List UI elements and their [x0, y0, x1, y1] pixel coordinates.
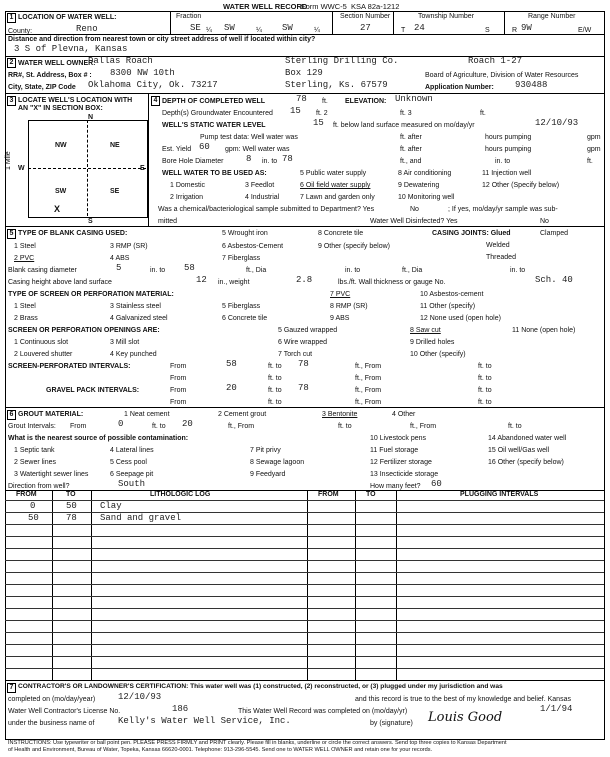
log-rule-line: [5, 536, 604, 537]
openings-label: SCREEN OR PERFORATION OPENINGS ARE:: [8, 327, 160, 334]
casing-type[interactable]: 6 Asbestos-Cement: [222, 243, 284, 250]
contam-option[interactable]: 2 Sewer lines: [14, 459, 57, 466]
perf-from3: ft., From: [355, 375, 382, 382]
joints-welded[interactable]: Welded: [486, 242, 510, 249]
county-label: County:: [8, 28, 33, 35]
screen-type[interactable]: 1 Steel: [14, 303, 36, 310]
screen-type[interactable]: 11 Other (specify): [420, 303, 476, 310]
opening-option[interactable]: 4 Key punched: [110, 351, 157, 358]
gravel-label: GRAVEL PACK INTERVALS:: [46, 387, 140, 394]
opening-option[interactable]: 7 Torch cut: [278, 351, 313, 358]
use-option[interactable]: 1 Domestic: [170, 182, 206, 189]
casing-type[interactable]: 9 Other (specify below): [318, 243, 390, 250]
fraction-q2[interactable]: SW: [224, 23, 235, 33]
section-1-number: 1: [7, 13, 16, 23]
business-name[interactable]: Kelly's Water Well Service, Inc.: [118, 716, 291, 726]
use-label: WELL WATER TO BE USED AS:: [162, 170, 267, 177]
chem-tail: ; If yes, mo/day/yr sample was sub-: [448, 206, 558, 213]
south-label: S: [88, 218, 93, 225]
screen-type[interactable]: 3 Stainless steel: [110, 303, 161, 310]
section-7-number: 7: [7, 683, 16, 693]
quarter-mark: ¼: [256, 27, 262, 34]
casing-in2: in. to: [345, 267, 361, 274]
log-from-header-2: FROM: [318, 491, 339, 498]
bore-ft: ft.: [587, 158, 593, 165]
north-label: N: [88, 114, 94, 121]
opening-option[interactable]: 9 Drilled holes: [410, 339, 455, 346]
height-label: Casing height above land surface: [8, 279, 112, 286]
gravel-to2: ft. to: [478, 387, 492, 394]
gravel-from[interactable]: 20: [226, 383, 237, 393]
log-rule-line: [5, 656, 604, 657]
contam-option[interactable]: 16 Other (specify below): [488, 459, 564, 466]
log-from-header: FROM: [16, 491, 37, 498]
perf-from-label-2: From: [170, 375, 187, 382]
screen-type[interactable]: 4 Galvanized steel: [110, 315, 168, 322]
use-option[interactable]: 4 Industrial: [245, 194, 280, 201]
log-rule-line: [5, 524, 604, 525]
direction-value[interactable]: South: [118, 479, 146, 489]
location-label: LOCATION OF WATER WELL:: [18, 14, 117, 21]
use-option[interactable]: 11 Injection well: [482, 170, 532, 177]
fraction-q1[interactable]: SE: [190, 23, 201, 33]
signature-label: by (signature): [370, 720, 413, 727]
screen-type[interactable]: 2 Brass: [14, 315, 38, 322]
perf-to3: ft. to: [478, 375, 492, 382]
application-number[interactable]: 930488: [515, 80, 548, 90]
gravel-from3: ft., From: [355, 399, 382, 406]
log-to-header: TO: [66, 491, 76, 498]
contractor-name: Sterling Drilling Co.: [285, 56, 399, 66]
form-title: WATER WELL RECORD: [223, 2, 308, 11]
static-text: ft. below land surface measured on mo/day/yr: [333, 122, 475, 129]
section-3-number: 3: [7, 96, 16, 106]
casing-type[interactable]: 1 Steel: [14, 243, 36, 250]
groundwater-1[interactable]: 15: [290, 106, 301, 116]
contractor-box: Box 129: [285, 68, 323, 78]
fraction-label: Fraction: [176, 13, 202, 20]
quarter-mark: ¼: [314, 27, 320, 34]
contam-option[interactable]: 9 Feedyard: [250, 471, 286, 478]
feet-value[interactable]: 60: [431, 479, 442, 489]
contractor-city: Sterling, Ks. 67579: [285, 80, 388, 90]
license-number[interactable]: 186: [172, 704, 189, 714]
contam-option[interactable]: 3 Watertight sewer lines: [14, 471, 89, 478]
well-id: Roach 1-27: [468, 56, 523, 66]
bore-in: in. to: [262, 158, 278, 165]
log-to[interactable]: 78: [66, 513, 77, 523]
casing-type[interactable]: 8 Concrete tile: [318, 230, 364, 237]
contam-option[interactable]: 14 Abandoned water well: [488, 435, 567, 442]
yield-gpm: gpm: Well water was: [225, 146, 290, 153]
opening-option[interactable]: 5 Gauzed wrapped: [278, 327, 338, 334]
log-rule-line: [5, 572, 604, 573]
screen-type-selected[interactable]: 7 PVC: [330, 291, 351, 298]
use-option[interactable]: 5 Public water supply: [300, 170, 367, 177]
owner-name[interactable]: Dallas Roach: [88, 56, 153, 66]
nw-label: NW: [55, 142, 67, 149]
hours-1: hours pumping: [485, 134, 532, 141]
perf-label: SCREEN-PERFORATED INTERVALS:: [8, 363, 131, 370]
bore-label: Bore Hole Diameter: [162, 158, 224, 165]
screen-type[interactable]: 10 Asbestos-cement: [420, 291, 484, 298]
yield-value[interactable]: 60: [199, 142, 210, 152]
gravel-to3: ft. to: [478, 399, 492, 406]
disinfected-label: Water Well Disinfected? Yes: [370, 218, 458, 225]
depth-value[interactable]: 78: [296, 94, 307, 104]
completed-label: completed on (mo/day/year): [8, 696, 96, 703]
locate-label-2: AN "X" IN SECTION BOX:: [18, 105, 103, 112]
section-number-label: Section Number: [340, 13, 391, 20]
contam-option[interactable]: 11 Fuel storage: [370, 447, 419, 454]
s-suffix: S: [485, 27, 490, 34]
log-rule-line: [5, 584, 604, 585]
east-label: E: [140, 165, 145, 172]
casing-weight[interactable]: 2.8: [296, 275, 313, 285]
contam-option[interactable]: 4 Lateral lines: [110, 447, 154, 454]
address-label: RR#, St. Address, Box # :: [8, 72, 92, 79]
elevation-value[interactable]: Unknown: [395, 94, 433, 104]
cert-line-1: CONTRACTOR'S OR LANDOWNER'S CERTIFICATION: This water well was (1) constructed, (2) reconstructed, or (3) plugged under my jurisdiction and was: [18, 683, 503, 690]
completed-date[interactable]: 12/10/93: [118, 692, 162, 702]
screen-type[interactable]: 9 ABS: [330, 315, 350, 322]
grout-label: GROUT MATERIAL:: [18, 411, 84, 418]
owner-city[interactable]: Oklahoma City, Ok. 73217: [88, 80, 218, 90]
grout-to3: ft. to: [508, 423, 522, 430]
casing-type[interactable]: 7 Fiberglass: [222, 255, 261, 262]
use-option[interactable]: 8 Air conditioning: [398, 170, 452, 177]
contam-option[interactable]: 10 Livestock pens: [370, 435, 427, 442]
plugging-header: PLUGGING INTERVALS: [460, 491, 539, 498]
casing-dia[interactable]: 5: [116, 263, 122, 273]
use-option[interactable]: 9 Dewatering: [398, 182, 440, 189]
section-box[interactable]: [28, 120, 148, 218]
gravel-to-label: ft. to: [268, 387, 282, 394]
gravel-from2: ft., From: [355, 387, 382, 394]
use-option[interactable]: 7 Lawn and garden only: [300, 194, 375, 201]
grout-type[interactable]: 1 Neat cement: [124, 411, 170, 418]
perf-from2: ft., From: [355, 363, 382, 370]
contam-option[interactable]: 5 Cess pool: [110, 459, 147, 466]
perf-from-label: From: [170, 363, 187, 370]
section-4-number: 4: [151, 96, 160, 106]
direction-label: Direction from well?: [8, 483, 70, 490]
bore-in2: in. to: [495, 158, 511, 165]
perf-to-label-2: ft. to: [268, 375, 282, 382]
casing-to[interactable]: 58: [184, 263, 195, 273]
section-number-value[interactable]: 27: [360, 23, 371, 33]
se-label: SE: [110, 188, 120, 195]
bore-and: ft., and: [400, 158, 422, 165]
after-1: ft. after: [400, 134, 422, 141]
use-option-selected[interactable]: 6 Oil field water supply: [300, 182, 371, 189]
chem-label: Was a chemical/bacteriological sample submitted to Department? Yes: [158, 206, 375, 213]
casing-gauge[interactable]: Sch. 40: [535, 275, 573, 285]
depth-label: DEPTH OF COMPLETED WELL: [162, 98, 266, 105]
quarter-mark: ¼: [206, 27, 212, 34]
grout-from-label: From: [70, 423, 87, 430]
hours-2: hours pumping: [485, 146, 532, 153]
business-label: under the business name of: [8, 720, 95, 727]
static-date[interactable]: 12/10/93: [535, 118, 579, 128]
perf-to[interactable]: 78: [298, 359, 309, 369]
distance-value[interactable]: 3 S of Plevna, Kansas: [14, 44, 128, 54]
weight-unit: lbs./ft. Wall thickness or gauge No.: [338, 279, 446, 286]
county-value[interactable]: Reno: [76, 24, 98, 34]
screen-type[interactable]: 5 Fiberglass: [222, 303, 261, 310]
contamination-label: What is the nearest source of possible contamination:: [8, 435, 189, 442]
chem-no[interactable]: No: [410, 206, 419, 213]
record-date[interactable]: 1/1/94: [540, 704, 573, 714]
litho-header: LITHOLOGIC LOG: [150, 491, 211, 498]
signature[interactable]: Louis Good: [428, 710, 503, 725]
log-to[interactable]: 50: [66, 501, 77, 511]
joints-clamped[interactable]: Clamped: [540, 230, 569, 237]
ksa-number: KSA 82a-1212: [351, 2, 400, 11]
sw-label: SW: [55, 188, 67, 195]
log-rule-line: [5, 608, 604, 609]
groundwater-label: Depth(s) Groundwater Encountered: [162, 110, 273, 117]
owner-address[interactable]: 8300 NW 10th: [110, 68, 175, 78]
log-from[interactable]: 0: [30, 501, 36, 511]
city-label: City, State, ZIP Code: [8, 84, 76, 91]
elevation-label: ELEVATION:: [345, 98, 387, 105]
instructions-2: of Health and Environment, Bureau of Water, Topeka, Kansas 66620-0001. Telephone: 913-296-5545. Send one to WATER WELL OWNER and retain one for your records.: [8, 747, 433, 753]
contam-option[interactable]: 15 Oil well/Gas well: [488, 447, 550, 454]
use-option[interactable]: 12 Other (Specify below): [482, 182, 560, 189]
casing-type[interactable]: 5 Wrought iron: [222, 230, 268, 237]
log-rule-line: [5, 500, 604, 501]
gw-2: ft. 2: [316, 110, 328, 117]
ne-label: NE: [110, 142, 120, 149]
section-5-number: 5: [7, 229, 16, 239]
grout-to-label: ft. to: [152, 423, 166, 430]
casing-height[interactable]: 12: [196, 275, 207, 285]
locate-label: LOCATE WELL'S LOCATION WITH: [18, 97, 133, 104]
after-2: ft. after: [400, 146, 422, 153]
gpm-1: gpm: [587, 134, 601, 141]
casing-dia-label: Blank casing diameter: [8, 267, 77, 274]
joints-label: CASING JOINTS: Glued: [432, 230, 511, 237]
contam-option[interactable]: 6 Seepage pit: [110, 471, 154, 478]
contam-option[interactable]: 1 Septic tank: [14, 447, 55, 454]
yield-label: Est. Yield: [162, 146, 192, 153]
perf-from[interactable]: 58: [226, 359, 237, 369]
application-label: Application Number:: [425, 84, 494, 91]
township-label: Township Number: [418, 13, 475, 20]
mile-label: 1 Mile: [5, 151, 12, 170]
grout-to[interactable]: 20: [182, 419, 193, 429]
section-6-number: 6: [7, 410, 16, 420]
gravel-to-label-2: ft. to: [268, 399, 282, 406]
casing-dia3: ft., Dia: [402, 267, 423, 274]
disinfected-no[interactable]: No: [540, 218, 549, 225]
screen-type[interactable]: 6 Concrete tile: [222, 315, 268, 322]
static-label: WELL'S STATIC WATER LEVEL: [162, 122, 266, 129]
opening-option[interactable]: 1 Continuous slot: [14, 339, 69, 346]
well-x-mark: X: [54, 204, 61, 214]
log-rule-line: [5, 620, 604, 621]
log-rule-line: [5, 668, 604, 669]
license-label: Water Well Contractor's License No.: [8, 708, 121, 715]
casing-in: in. to: [150, 267, 166, 274]
pump-label: Pump test data: Well water was: [200, 134, 298, 141]
r-prefix: R: [512, 27, 518, 34]
use-option[interactable]: 2 Irrigation: [170, 194, 204, 201]
grout-from2: ft., From: [228, 423, 255, 430]
contam-option[interactable]: 7 Pit privy: [250, 447, 281, 454]
screen-type[interactable]: 8 RMP (SR): [330, 303, 368, 310]
gpm-2: gpm: [587, 146, 601, 153]
grout-intervals-label: Grout Intervals:: [8, 423, 56, 430]
grout-type[interactable]: 4 Other: [392, 411, 416, 418]
grout-from3: ft., From: [410, 423, 437, 430]
perf-to2: ft. to: [478, 363, 492, 370]
bore-to[interactable]: 78: [282, 154, 293, 164]
contam-option[interactable]: 12 Fertilizer storage: [370, 459, 432, 466]
log-to-header-2: TO: [366, 491, 376, 498]
use-option[interactable]: 10 Monitoring well: [398, 194, 455, 201]
log-rule-line: [5, 548, 604, 549]
log-rule-line: [5, 560, 604, 561]
opening-option-selected[interactable]: 8 Saw cut: [410, 327, 441, 334]
log-rule-line: [5, 596, 604, 597]
grout-type[interactable]: 2 Cement grout: [218, 411, 267, 418]
casing-type[interactable]: 3 RMP (SR): [110, 243, 148, 250]
screen-label: TYPE OF SCREEN OR PERFORATION MATERIAL:: [8, 291, 174, 298]
casing-type[interactable]: 4 ABS: [110, 255, 130, 262]
screen-type[interactable]: 12 None used (open hole): [420, 315, 501, 322]
gw-3: ft. 3: [400, 110, 412, 117]
perf-to-label: ft. to: [268, 363, 282, 370]
opening-option[interactable]: 11 None (open hole): [512, 327, 576, 334]
feet-label: How many feet?: [370, 483, 421, 490]
form-number: Form WWC-5: [301, 2, 347, 11]
fraction-q3[interactable]: SW: [282, 23, 293, 33]
opening-option[interactable]: 10 Other (specify): [410, 351, 466, 358]
static-value[interactable]: 15: [313, 118, 324, 128]
grout-from[interactable]: 0: [118, 419, 124, 429]
township-value[interactable]: 24: [414, 23, 425, 33]
grout-type-selected[interactable]: 3 Bentonite: [322, 411, 358, 418]
casing-in3: in. to: [510, 267, 526, 274]
ft-unit: ft.: [322, 98, 328, 105]
casing-dia2: ft., Dia: [246, 267, 267, 274]
gravel-from-label: From: [170, 387, 187, 394]
chem-mitted: mitted: [158, 218, 178, 225]
opening-option[interactable]: 2 Louvered shutter: [14, 351, 73, 358]
owner-label: WATER WELL OWNER:: [18, 60, 96, 67]
range-value[interactable]: 9W: [521, 23, 532, 33]
ew-suffix: E/W: [578, 27, 592, 34]
record-date-label: This Water Well Record was completed on (mo/day/yr): [238, 708, 408, 715]
joints-threaded[interactable]: Threaded: [486, 254, 516, 261]
log-rule-line: [5, 644, 604, 645]
log-rule-line: [5, 632, 604, 633]
log-desc[interactable]: Sand and gravel: [100, 513, 182, 523]
completed-tail: and this record is true to the best of my knowledge and belief. Kansas: [355, 696, 571, 703]
bore-value[interactable]: 8: [246, 154, 252, 164]
gravel-from-label-2: From: [170, 399, 187, 406]
section-2-number: 2: [7, 58, 16, 68]
gw-end: ft.: [480, 110, 486, 117]
casing-type-selected[interactable]: 2 PVC: [14, 255, 35, 262]
opening-option[interactable]: 3 Mill slot: [110, 339, 140, 346]
height-in: in., weight: [218, 279, 250, 286]
opening-option[interactable]: 6 Wire wrapped: [278, 339, 328, 346]
range-label: Range Number: [528, 13, 576, 20]
log-desc[interactable]: Clay: [100, 501, 122, 511]
board-label: Board of Agriculture, Division of Water Resources: [425, 72, 579, 79]
log-rule-line: [5, 512, 604, 513]
instructions-1: INSTRUCTIONS: Use typewriter or ball point pen. PLEASE PRESS FIRMLY and PRINT clearly. Please fill in blanks, underline or circle the correct answers. Send top three copies to Kansas Department: [8, 740, 507, 746]
contam-option[interactable]: 8 Sewage lagoon: [250, 459, 305, 466]
casing-label: TYPE OF BLANK CASING USED:: [18, 230, 128, 237]
gravel-to[interactable]: 78: [298, 383, 309, 393]
use-option[interactable]: 3 Feedlot: [245, 182, 275, 189]
grout-to2: ft. to: [338, 423, 352, 430]
contam-option[interactable]: 13 Insecticide storage: [370, 471, 439, 478]
t-prefix: T: [401, 27, 406, 34]
west-label: W: [18, 165, 25, 172]
log-from[interactable]: 50: [28, 513, 39, 523]
distance-label: Distance and direction from nearest town or city street address of well if located within city?: [8, 36, 316, 43]
